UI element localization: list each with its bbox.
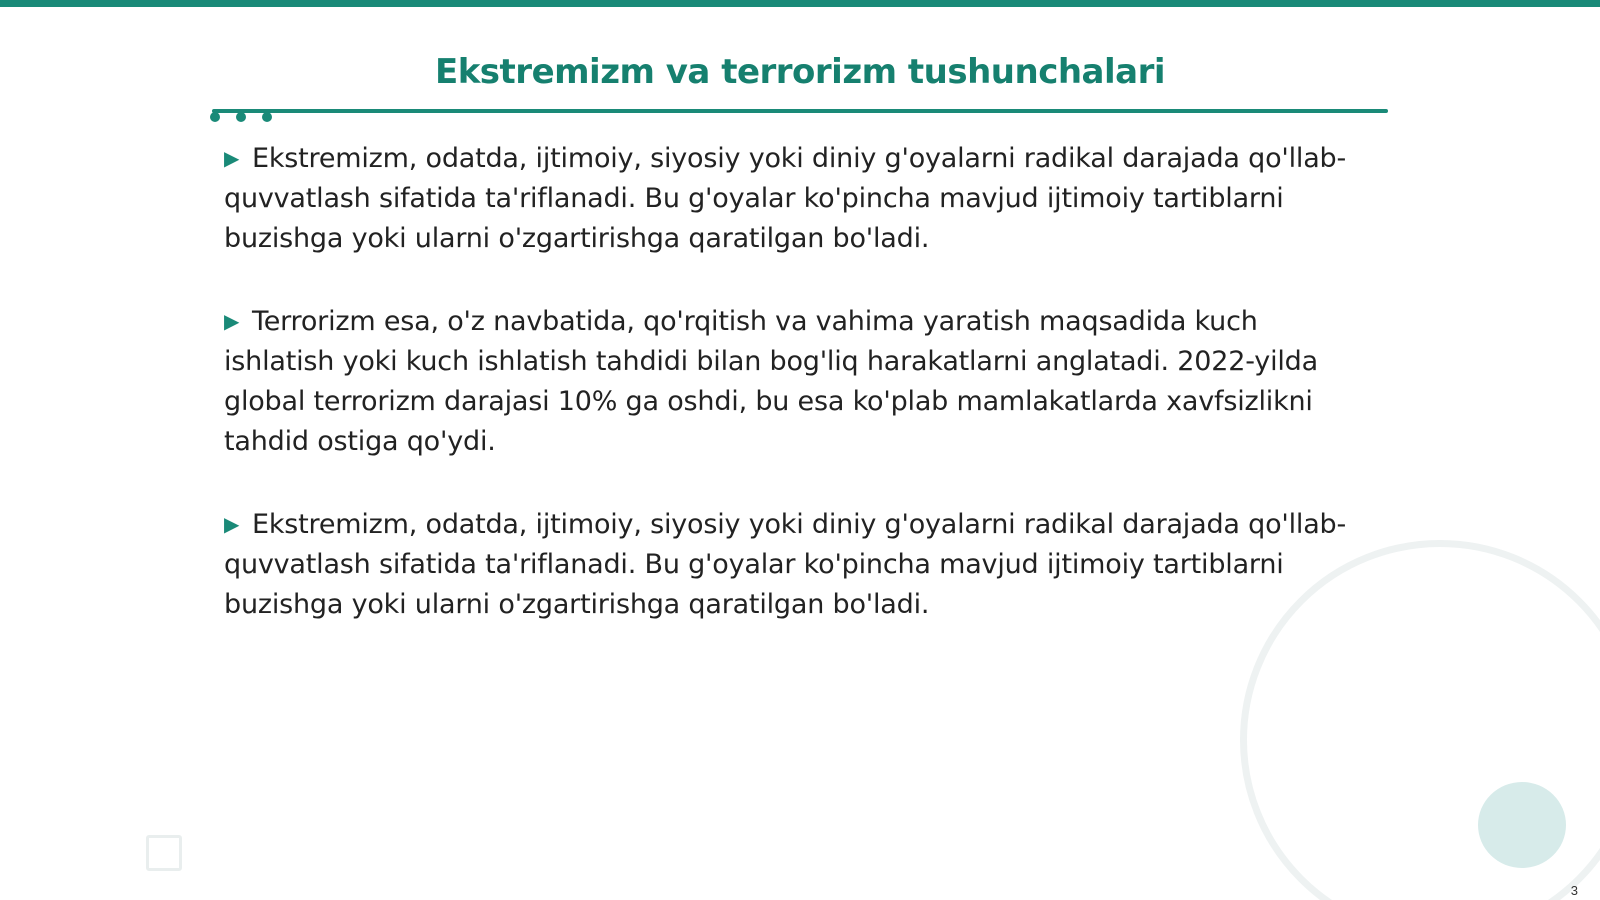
bullet-list (224, 138, 1364, 667)
bullet-text: Ekstremizm, odatda, ijtimoiy, siyosiy yoki diniy g'oyalarni radikal darajada qo'llab-quvvatlash sifatida ta'riflanadi. Bu g'oyalar ko'pincha mavjud ijtimoiy tartiblarni buzishga yoki ularni o'zgartirishga qaratilgan bo'ladi. (224, 509, 1347, 620)
bullet-text: Ekstremizm, odatda, ijtimoiy, siyosiy yoki diniy g'oyalarni radikal darajada qo'llab-quvvatlash sifatida ta'riflanadi. Bu g'oyalar ko'pincha mavjud ijtimoiy tartiblarni buzishga yoki ularni o'zgartirishga qaratilgan bo'ladi. (224, 143, 1347, 254)
bullet-arrow-icon: ▶ (224, 309, 240, 333)
decorative-circle (1478, 782, 1566, 868)
title-dot-decoration (262, 112, 272, 122)
title-dot-decoration (210, 112, 220, 122)
bullet-item (224, 504, 1364, 625)
bullet-arrow-icon: ▶ (224, 146, 240, 170)
slide-title: Ekstremizm va terrorizm tushunchalari (434, 52, 1166, 92)
bullet-item (224, 138, 1364, 259)
page-number: 3 (1570, 883, 1578, 898)
bullet-text: Terrorizm esa, o'z navbatida, qo'rqitish va vahima yaratish maqsadida kuch ishlatish yoki kuch ishlatish tahdidi bilan bog'liq harakatlarni anglatadi. 2022-yilda global terrorizm darajasi 10% ga oshdi, bu esa ko'plab mamlakatlarda xavfsizlikni tahdid ostiga qo'ydi. (224, 306, 1318, 457)
top-accent-bar (0, 0, 1600, 7)
title-underline (212, 109, 1388, 113)
bullet-arrow-icon: ▶ (224, 512, 240, 536)
decorative-square (146, 835, 182, 871)
bullet-item (224, 301, 1364, 462)
title-dot-decoration (236, 112, 246, 122)
